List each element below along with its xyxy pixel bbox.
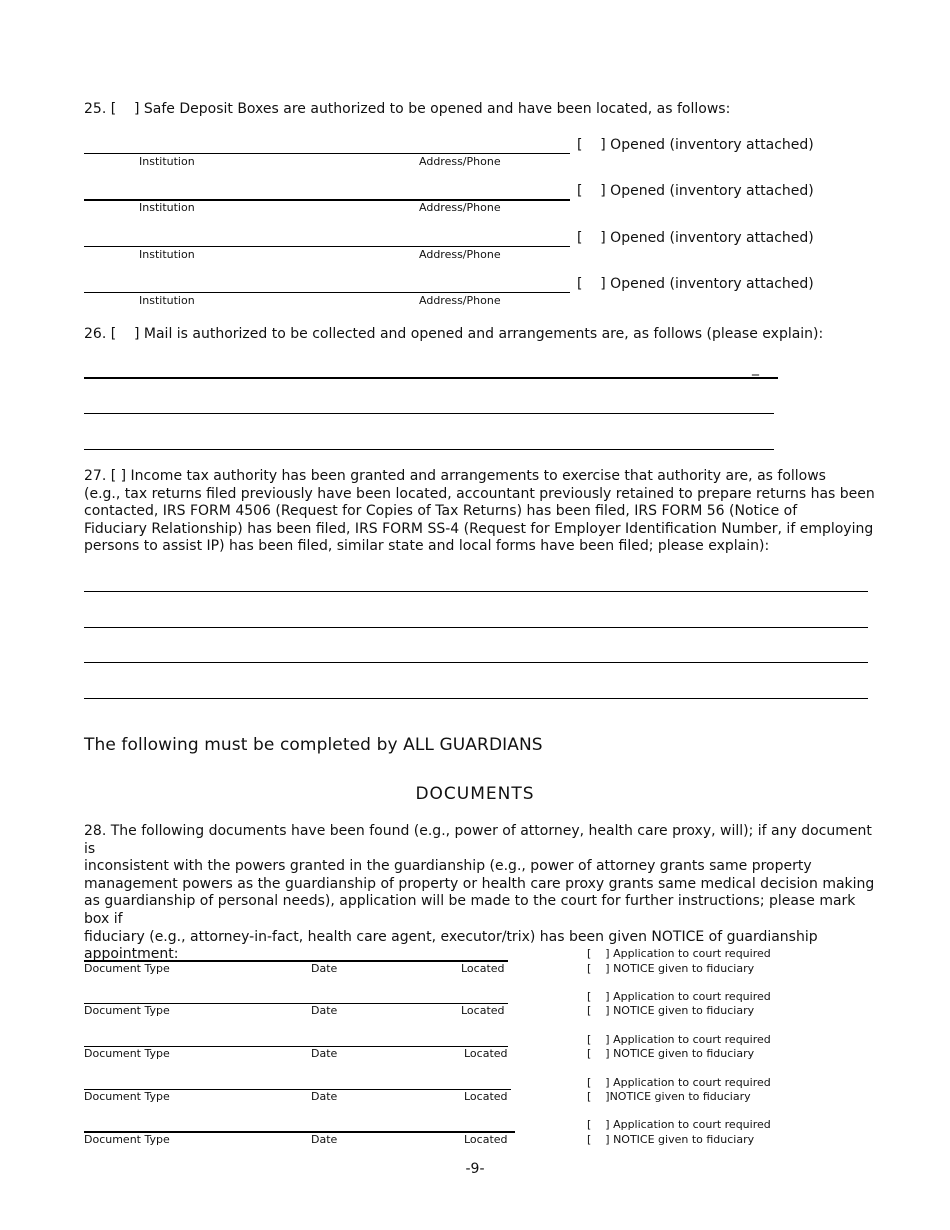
- item-27-line-3: contacted, IRS FORM 4506 (Request for Copies of Tax Returns) has been filed, IRS FORM 56 (Notice of: [84, 503, 798, 520]
- item-27-line-4: Fiduciary Relationship) has been filed, IRS FORM SS-4 (Request for Employer Identification Number, if employing: [84, 520, 874, 537]
- item-27-line-2: (e.g., tax returns filed previously have been located, accountant previously retained to prepare returns has been: [84, 485, 875, 502]
- address-phone-label-3: Address/Phone: [419, 248, 501, 261]
- notice-checkbox-2[interactable]: [ ] NOTICE given to fiduciary: [587, 1004, 755, 1017]
- item-27-text: [84, 468, 884, 556]
- date-label-1: Date: [311, 962, 338, 975]
- notice-checkbox-5[interactable]: [ ] NOTICE given to fiduciary: [587, 1133, 755, 1146]
- date-label-5: Date: [311, 1133, 338, 1146]
- document-type-label-2: Document Type: [84, 1004, 170, 1017]
- located-label-3: Located: [464, 1047, 508, 1060]
- document-type-label-3: Document Type: [84, 1047, 170, 1060]
- mail-explain-line-2[interactable]: [84, 413, 774, 414]
- date-label-3: Date: [311, 1047, 338, 1060]
- safe-deposit-line-4[interactable]: [84, 292, 570, 293]
- application-checkbox-1[interactable]: [ ] Application to court required: [587, 947, 771, 960]
- item-27-line-5: persons to assist IP) has been filed, similar state and local forms have been filed; please explain):: [84, 538, 770, 555]
- located-label-5: Located: [464, 1133, 508, 1146]
- item-28-text: [84, 823, 884, 964]
- all-guardians-heading: The following must be completed by ALL GUARDIANS: [84, 735, 543, 755]
- document-type-label-1: Document Type: [84, 962, 170, 975]
- tax-explain-line-3[interactable]: [84, 662, 868, 663]
- opened-checkbox-2[interactable]: [ ] Opened (inventory attached): [577, 183, 814, 199]
- opened-checkbox-4[interactable]: [ ] Opened (inventory attached): [577, 276, 814, 292]
- application-checkbox-2[interactable]: [ ] Application to court required: [587, 990, 771, 1003]
- mail-explain-line-3[interactable]: [84, 449, 774, 450]
- institution-label-3: Institution: [139, 248, 195, 261]
- located-label-1: Located: [461, 962, 505, 975]
- mail-explain-line-1[interactable]: [84, 377, 778, 379]
- item-28-line-5: fiduciary (e.g., attorney-in-fact, health care agent, executor/trix) has been given NOTICE of guardianship: [84, 928, 818, 945]
- date-label-4: Date: [311, 1090, 338, 1103]
- item-26-text: 26. [ ] Mail is authorized to be collected and opened and arrangements are, as follows (please explain):: [84, 326, 824, 342]
- address-phone-label-4: Address/Phone: [419, 294, 501, 307]
- opened-checkbox-1[interactable]: [ ] Opened (inventory attached): [577, 137, 814, 153]
- located-label-4: Located: [464, 1090, 508, 1103]
- item-27-line-1: 27. [ ] Income tax authority has been granted and arrangements to exercise that authority are, as follows: [84, 468, 826, 484]
- safe-deposit-line-3[interactable]: [84, 246, 570, 247]
- item-28-line-1: 28. The following documents have been found (e.g., power of attorney, health care proxy, will); if any document is: [84, 823, 872, 857]
- address-phone-label-1: Address/Phone: [419, 155, 501, 168]
- item-28-line-2: inconsistent with the powers granted in the guardianship (e.g., power of attorney grants same property: [84, 858, 812, 875]
- mail-underscore-mark: _: [752, 360, 759, 376]
- application-checkbox-3[interactable]: [ ] Application to court required: [587, 1033, 771, 1046]
- application-checkbox-5[interactable]: [ ] Application to court required: [587, 1118, 771, 1131]
- notice-checkbox-1[interactable]: [ ] NOTICE given to fiduciary: [587, 962, 755, 975]
- date-label-2: Date: [311, 1004, 338, 1017]
- documents-heading: DOCUMENTS: [415, 784, 535, 804]
- document-type-label-5: Document Type: [84, 1133, 170, 1146]
- address-phone-label-2: Address/Phone: [419, 201, 501, 214]
- notice-checkbox-3[interactable]: [ ] NOTICE given to fiduciary: [587, 1047, 755, 1060]
- institution-label-4: Institution: [139, 294, 195, 307]
- institution-label-2: Institution: [139, 201, 195, 214]
- item-25-text: 25. [ ] Safe Deposit Boxes are authorized to be opened and have been located, as follows:: [84, 101, 731, 117]
- item-28-line-3: management powers as the guardianship of property or health care proxy grants same medical decision making: [84, 875, 875, 892]
- document-type-label-4: Document Type: [84, 1090, 170, 1103]
- opened-checkbox-3[interactable]: [ ] Opened (inventory attached): [577, 230, 814, 246]
- item-28-line-6: appointment:: [84, 946, 179, 963]
- safe-deposit-line-1[interactable]: [84, 153, 570, 154]
- located-label-2: Located: [461, 1004, 505, 1017]
- tax-explain-line-2[interactable]: [84, 627, 868, 628]
- application-checkbox-4[interactable]: [ ] Application to court required: [587, 1076, 771, 1089]
- tax-explain-line-1[interactable]: [84, 591, 868, 592]
- notice-checkbox-4[interactable]: [ ]NOTICE given to fiduciary: [587, 1090, 751, 1103]
- tax-explain-line-4[interactable]: [84, 698, 868, 699]
- page-number: -9-: [465, 1161, 485, 1177]
- institution-label-1: Institution: [139, 155, 195, 168]
- item-28-line-4: as guardianship of personal needs), application will be made to the court for further instructions; please mark box if: [84, 893, 856, 927]
